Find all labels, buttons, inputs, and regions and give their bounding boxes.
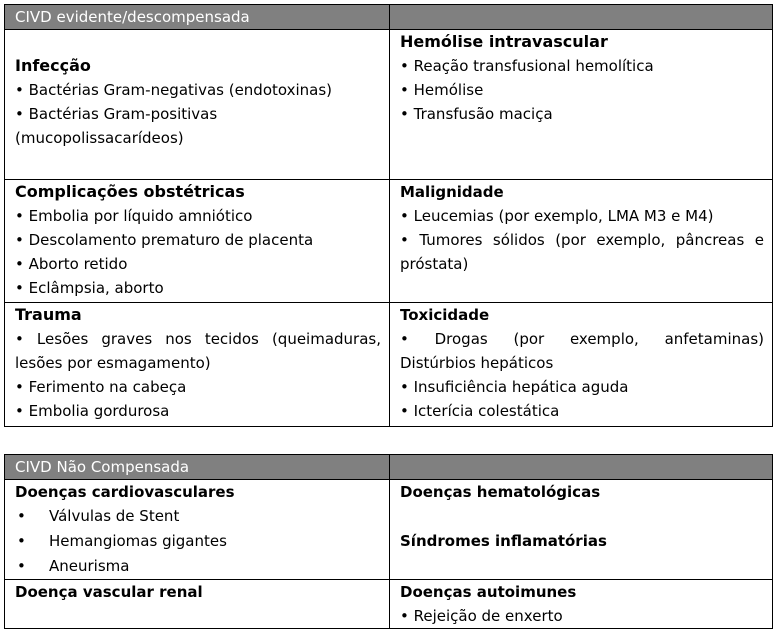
table-header-title: CIVD Não Compensada — [5, 455, 390, 480]
list-item: • Rejeição de enxerto — [400, 607, 563, 625]
category-title: Trauma — [15, 305, 82, 324]
list-item: • Eclâmpsia, aborto — [15, 279, 164, 297]
cell-hemolise — [390, 30, 773, 180]
category-title: Doenças autoimunes — [400, 583, 577, 601]
list-item — [15, 529, 381, 554]
list-item: • Embolia por líquido amniótico — [15, 207, 253, 225]
list-item: • Leucemias (por exemplo, LMA M3 e M4) — [400, 207, 714, 225]
list-item-label: Válvulas de Stent — [49, 507, 180, 525]
table-civd-evidente — [4, 4, 773, 427]
cell-trauma — [5, 303, 390, 427]
list-item — [15, 504, 381, 529]
table-row — [5, 480, 773, 580]
cell-infeccao — [5, 30, 390, 180]
table-row — [5, 303, 773, 427]
list-item: Distúrbios hepáticos — [400, 354, 554, 372]
category-title: Infecção — [15, 56, 91, 75]
list-item: • Embolia gordurosa — [15, 402, 170, 420]
list-item: • Lesões graves nos tecidos (queimaduras, lesões por esmagamento) — [15, 330, 381, 372]
cell-toxicidade — [390, 303, 773, 427]
table-header-row — [5, 5, 773, 30]
cell-cardiovasculares — [5, 480, 390, 580]
bullet: • — [17, 507, 26, 525]
category-title: Doenças cardiovasculares — [15, 483, 235, 501]
list-item — [15, 554, 381, 579]
table-row — [5, 580, 773, 629]
cell-malignidade — [390, 180, 773, 303]
bullet: • — [17, 532, 26, 550]
bullet: • — [17, 557, 26, 575]
cell-hematologicas-inflamatorias — [390, 480, 773, 580]
cell-obstetricas — [5, 180, 390, 303]
category-title: Doenças hematológicas — [400, 483, 601, 501]
category-title: Toxicidade — [400, 306, 490, 324]
list-item: • Hemólise — [400, 81, 484, 99]
table-civd-nao-compensada — [4, 454, 773, 629]
table-header-empty — [390, 5, 773, 30]
list-item: • Insuficiência hepática aguda — [400, 378, 629, 396]
list-item: • Aborto retido — [15, 255, 128, 273]
table-header-empty — [390, 455, 773, 480]
list-item: • Descolamento prematuro de placenta — [15, 231, 314, 249]
list-item: • Transfusão maciça — [400, 105, 553, 123]
table-row — [5, 180, 773, 303]
list-item: • Drogas (por exemplo, anfetaminas) — [400, 330, 764, 348]
list-item: • Bactérias Gram-negativas (endotoxinas) — [15, 81, 333, 99]
cell-renal — [5, 580, 390, 629]
list-item-label: Aneurisma — [49, 557, 130, 575]
list-item: • Tumores sólidos (por exemplo, pâncreas e próstata) — [400, 231, 764, 273]
list-item: • Ferimento na cabeça — [15, 378, 187, 396]
list-item: • Icterícia colestática — [400, 402, 560, 420]
table-header-title: CIVD evidente/descompensada — [5, 5, 390, 30]
table-header-row — [5, 455, 773, 480]
list-item: • Bactérias Gram-positivas (mucopolissacarídeos) — [15, 105, 218, 147]
list-item-label: Hemangiomas gigantes — [49, 532, 227, 550]
table-row — [5, 30, 773, 180]
category-title: Complicações obstétricas — [15, 182, 245, 201]
category-title: Doença vascular renal — [15, 583, 203, 601]
category-title: Síndromes inflamatórias — [400, 532, 607, 550]
cell-autoimunes — [390, 580, 773, 629]
category-title: Hemólise intravascular — [400, 32, 608, 51]
category-title: Malignidade — [400, 183, 504, 201]
list-item: • Reação transfusional hemolítica — [400, 57, 654, 75]
